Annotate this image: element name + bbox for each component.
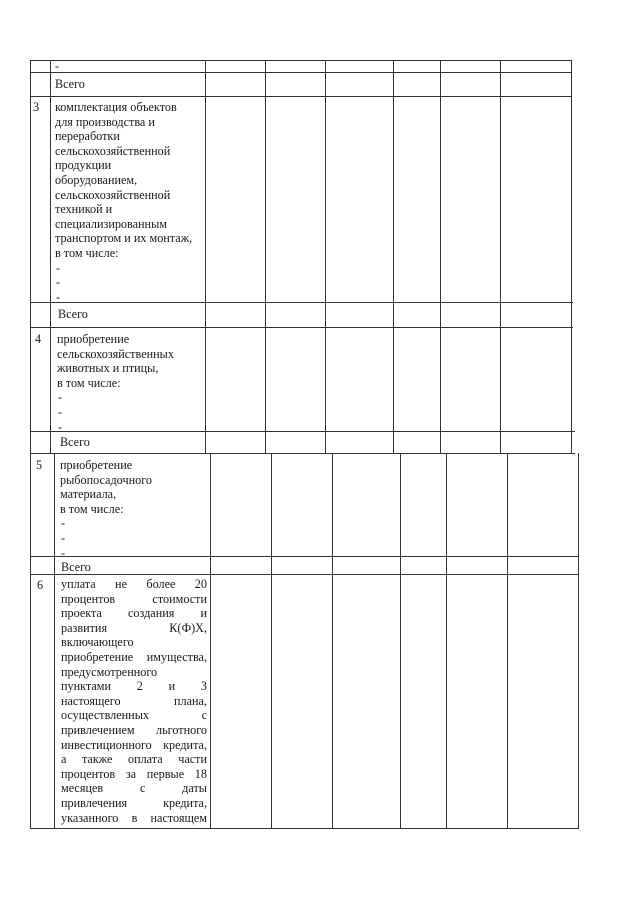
cell-line: -: [56, 275, 61, 290]
cell-line: процентов за первые 18: [61, 766, 207, 781]
cell-line: -: [61, 545, 66, 560]
cell-line: транспортом и их монтаж,: [55, 231, 193, 246]
cell-line: в том числе:: [55, 246, 119, 260]
cell-line: -: [58, 405, 63, 419]
table-border: [500, 60, 501, 453]
cell-line: процентов стоимости: [61, 591, 207, 606]
cell-text: -: [55, 59, 60, 73]
table-border: [30, 453, 575, 454]
table-border: [30, 60, 571, 61]
cell-total-label: Всего: [61, 560, 91, 574]
row-number: 6: [37, 578, 44, 592]
cell-line: животных и птицы,: [57, 361, 159, 376]
table-border: [30, 302, 573, 303]
cell-line: проекта создания и: [61, 606, 207, 621]
cell-line: техникой и: [55, 202, 113, 217]
cell-description: [61, 577, 207, 825]
table-border: [30, 556, 579, 557]
cell-line: -: [61, 531, 66, 545]
cell-line: материала,: [60, 487, 117, 502]
cell-line: для производства и: [55, 114, 155, 129]
table-border: [393, 60, 394, 453]
table-border: [210, 453, 211, 828]
cell-line: комплектация объектов: [55, 100, 177, 114]
cell-line: -: [58, 419, 63, 434]
table-border: [440, 60, 441, 453]
table-border: [54, 453, 55, 828]
row-number: 5: [36, 458, 43, 472]
cell-line: привлечением льготного: [61, 722, 207, 737]
cell-line: месяцев с даты: [61, 781, 207, 796]
table-border: [50, 60, 51, 453]
cell-line: развития К(Ф)Х,: [61, 620, 207, 635]
cell-line: сельскохозяйственной: [55, 187, 171, 202]
cell-total-label: Всего: [55, 77, 85, 91]
table-border: [400, 453, 401, 828]
cell-line: рыбопосадочного: [60, 472, 152, 487]
table-border: [571, 60, 572, 453]
cell-line: включающего: [61, 635, 134, 650]
cell-line: привлечения кредита,: [61, 795, 207, 810]
table-border: [30, 96, 571, 97]
cell-line: специализированным: [55, 216, 167, 231]
table-border: [205, 60, 206, 453]
table-border: [30, 327, 573, 328]
cell-line: приобретение имущества,: [61, 649, 207, 664]
table-border: [30, 60, 31, 453]
table-border: [578, 453, 579, 828]
table-border: [332, 453, 333, 828]
cell-line: -: [61, 516, 66, 531]
cell-line: приобретение: [57, 332, 130, 346]
cell-line: продукции: [55, 158, 112, 173]
table-border: [507, 453, 508, 828]
cell-line: приобретение: [60, 458, 133, 472]
cell-line: -: [58, 390, 63, 405]
cell-line: оборудованием,: [55, 173, 138, 187]
table-border: [30, 453, 31, 828]
cell-line: предусмотренного: [61, 664, 158, 679]
table-border: [30, 72, 571, 73]
cell-line: осуществленных с: [61, 708, 207, 723]
cell-total-label: Всего: [60, 435, 90, 449]
table-border: [30, 574, 579, 575]
table-border: [30, 828, 579, 829]
cell-line: -: [56, 289, 61, 304]
table-border: [30, 431, 575, 432]
row-number: 4: [35, 332, 42, 346]
cell-line: сельскохозяйственной: [55, 143, 171, 158]
table-border: [446, 453, 447, 828]
cell-line: а также оплата части: [61, 752, 207, 767]
cell-total-label: Всего: [58, 307, 88, 321]
cell-line: уплата не более 20: [61, 577, 207, 591]
table-border: [325, 60, 326, 453]
cell-line: переработки: [55, 129, 120, 144]
table-border: [265, 60, 266, 453]
cell-line: пунктами 2 и 3: [61, 679, 207, 694]
cell-line: инвестиционного кредита,: [61, 737, 207, 752]
cell-line: -: [56, 260, 61, 275]
cell-line: в том числе:: [57, 375, 121, 390]
cell-line: в том числе:: [60, 501, 124, 516]
table-border: [271, 453, 272, 828]
cell-line: сельскохозяйственных: [57, 346, 174, 361]
cell-line: указанного в настоящем: [61, 810, 207, 825]
row-number: 3: [33, 100, 40, 114]
cell-line: настоящего плана,: [61, 693, 207, 708]
